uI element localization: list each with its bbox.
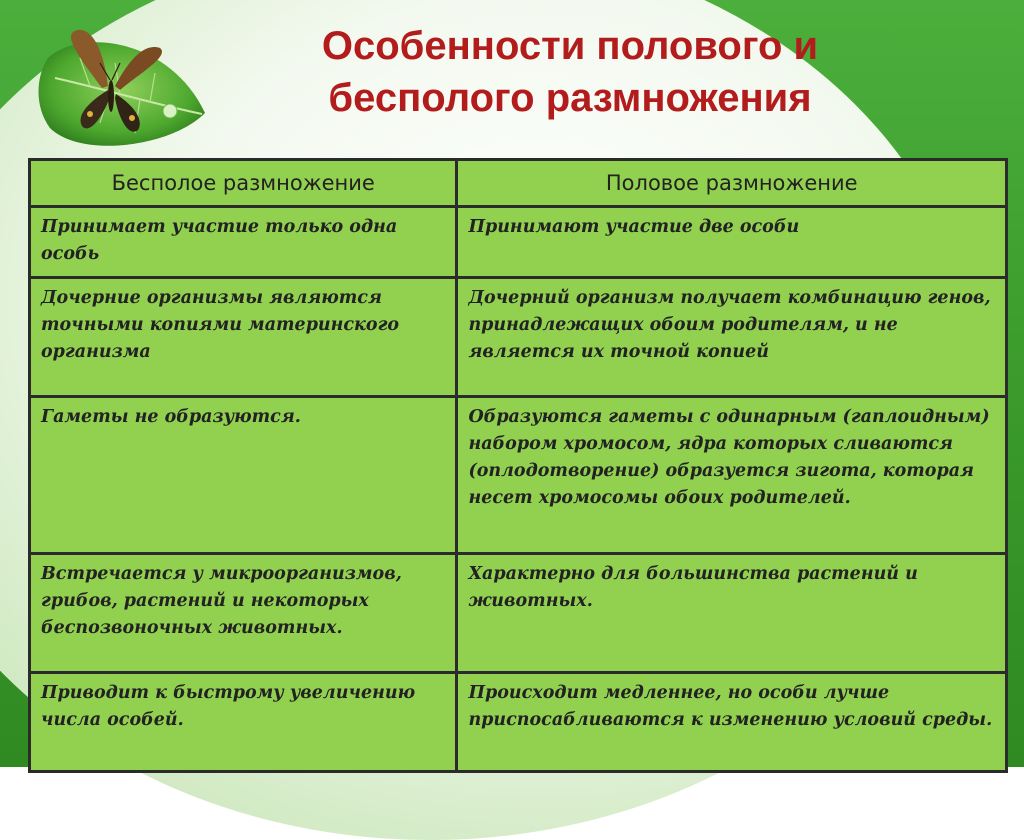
table-row — [30, 554, 1007, 673]
cell-sexual: Принимают участие две особи — [457, 207, 1007, 278]
cell-asexual: Приводит к быстрому увеличению числа особей. — [30, 673, 457, 772]
page-title — [250, 20, 890, 124]
cell-sexual: Дочерний организм получает комбинацию генов, принадлежащих обоим родителям, и не является их точной копией — [457, 278, 1007, 397]
title-line-1: Особенности полового и — [321, 24, 819, 68]
table-row — [30, 397, 1007, 554]
table-row — [30, 278, 1007, 397]
cell-sexual: Характерно для большинства растений и животных. — [457, 554, 1007, 673]
cell-asexual: Дочерние организмы являются точными копиями материнского организма — [30, 278, 457, 397]
cell-asexual: Встречается у микроорганизмов, грибов, растений и некоторых беспозвоночных животных. — [30, 554, 457, 673]
table-row — [30, 207, 1007, 278]
comparison-table — [28, 158, 1008, 773]
table-header-row — [30, 160, 1007, 207]
cell-asexual: Гаметы не образуются. — [30, 397, 457, 554]
cell-sexual: Образуются гаметы с одинарным (гаплоидным) набором хромосом, ядра которых сливаются (оплодотворение) образуется зигота, которая несет хромосомы обоих родителей. — [457, 397, 1007, 554]
table-row — [30, 673, 1007, 772]
header-asexual: Бесполое размножение — [30, 160, 457, 207]
butterfly-on-leaf-icon — [20, 18, 220, 168]
cell-asexual: Принимает участие только одна особь — [30, 207, 457, 278]
header-sexual: Половое размножение — [457, 160, 1007, 207]
cell-sexual: Происходит медленнее, но особи лучше приспосабливаются к изменению условий среды. — [457, 673, 1007, 772]
title-line-2: бесполого размножения — [328, 76, 812, 120]
